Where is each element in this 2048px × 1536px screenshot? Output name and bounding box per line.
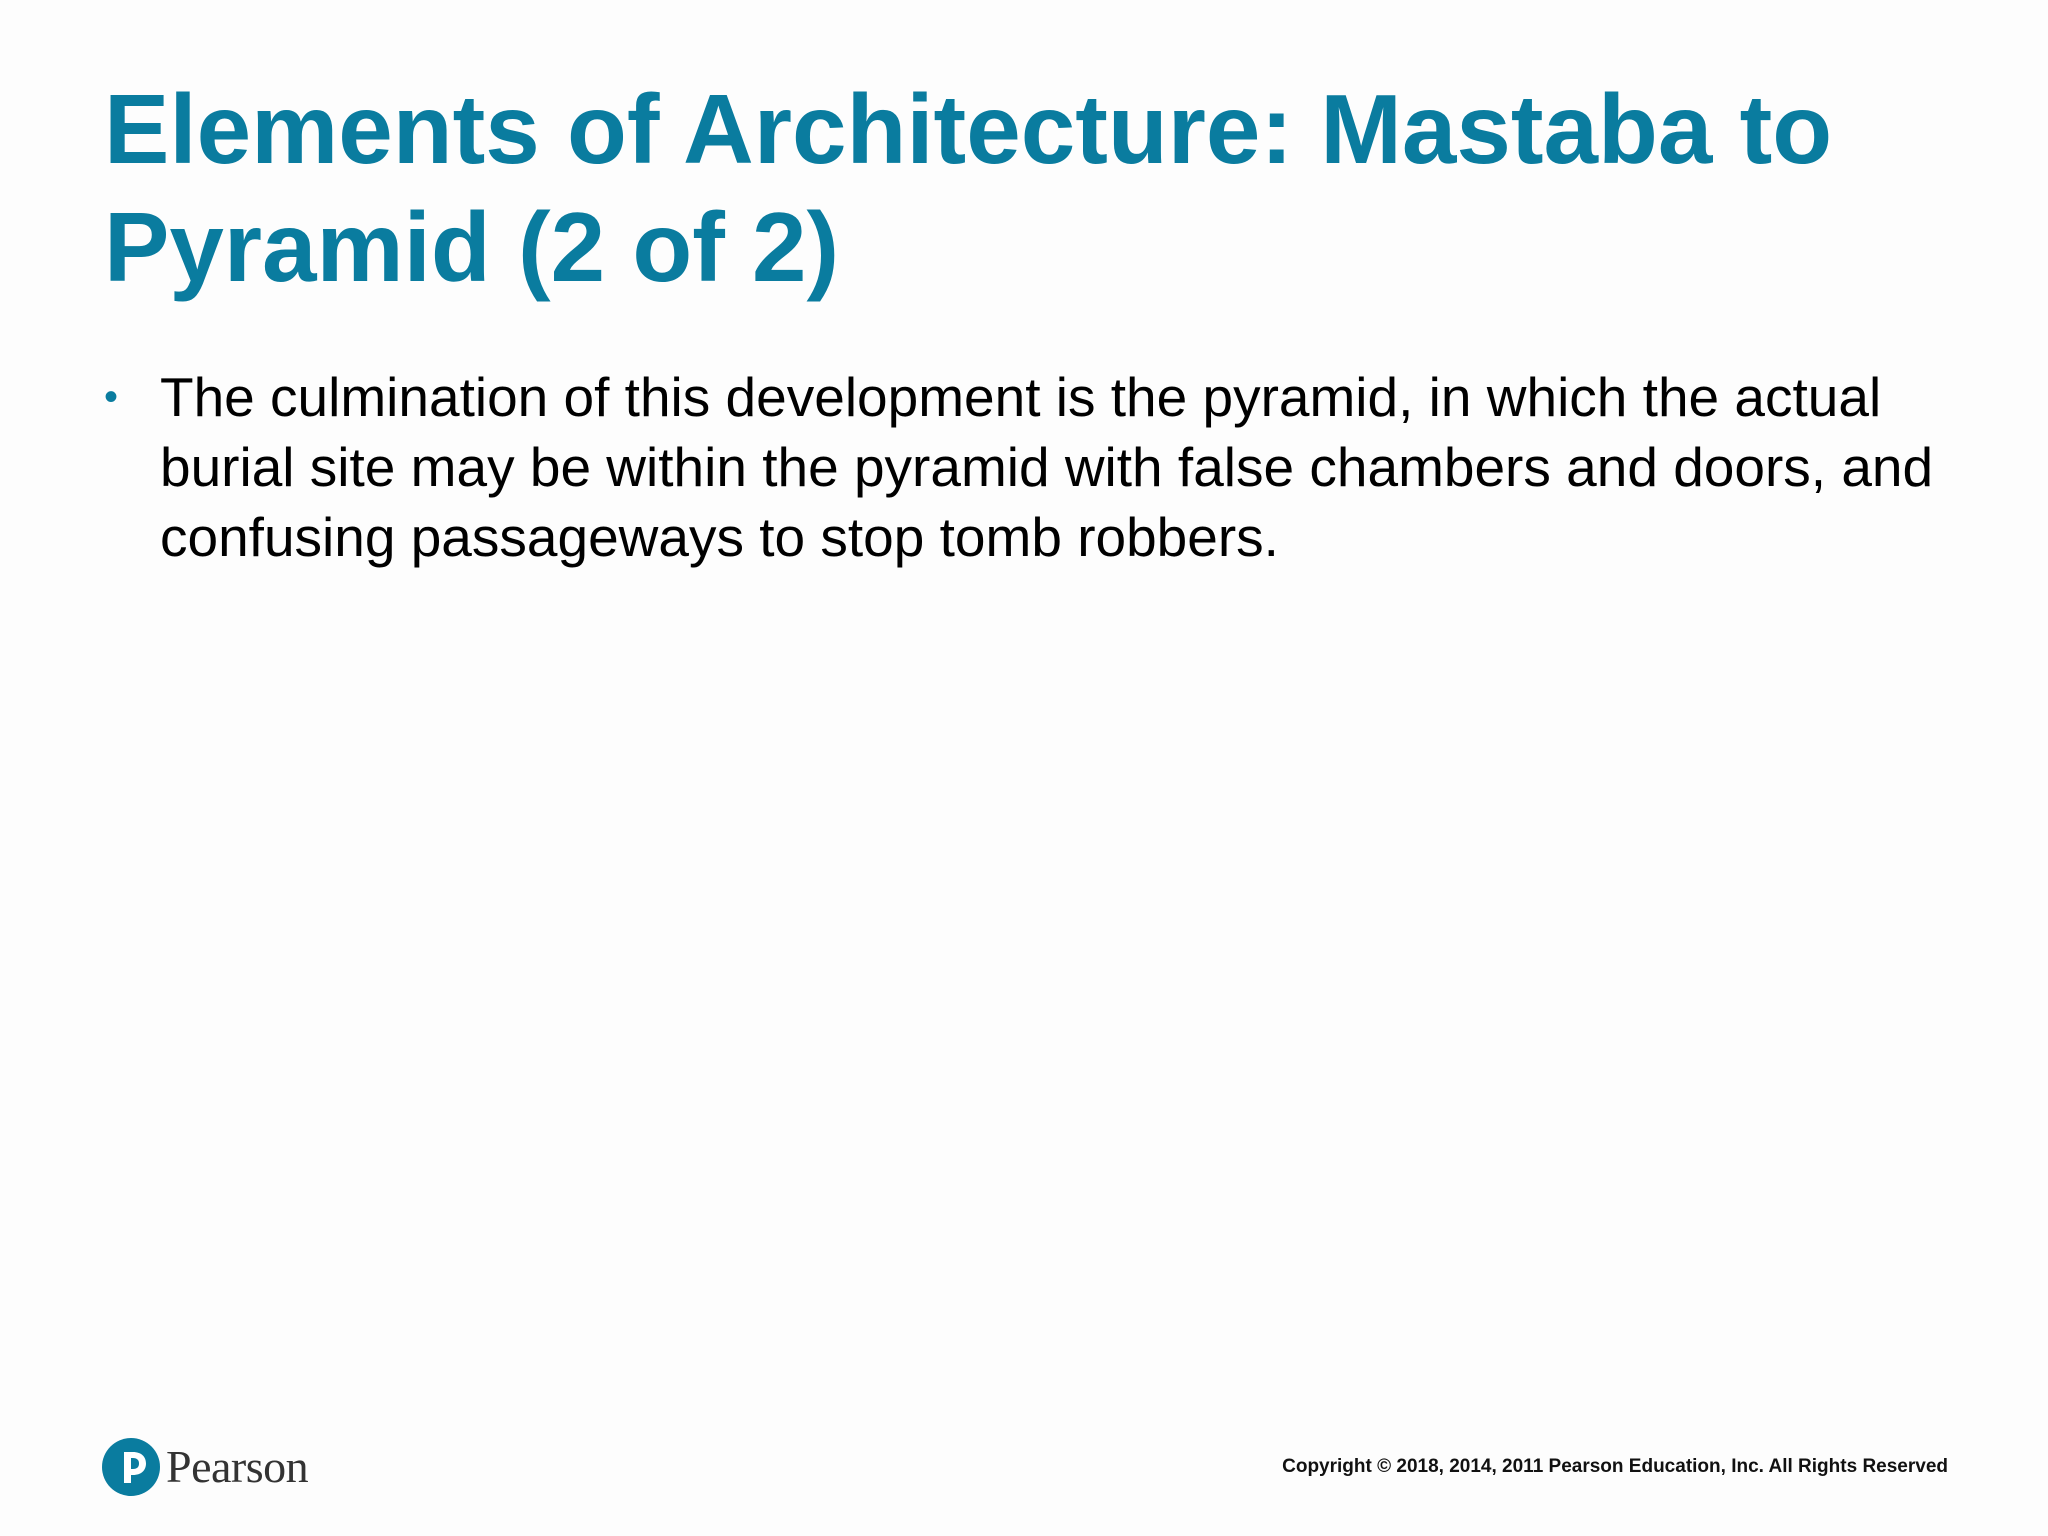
bullet-text: The culmination of this development is the pyramid, in which the actual burial site may be within the pyramid with false chambers and doors, and confusing passageways to stop tomb robbers.	[160, 366, 1934, 568]
pearson-p-logo-icon	[102, 1438, 160, 1496]
bullet-point-icon: •	[104, 375, 119, 419]
pearson-logo	[102, 1434, 308, 1500]
bullet-item	[104, 362, 1974, 572]
slide-title: Elements of Architecture: Mastaba to Pyramid (2 of 2)	[104, 74, 1833, 302]
pearson-logo-text: Pearson	[166, 1441, 309, 1492]
copyright-notice: Copyright © 2018, 2014, 2011 Pearson Education, Inc. All Rights Reserved	[1282, 1456, 1948, 1477]
bullet-list	[104, 362, 1974, 572]
